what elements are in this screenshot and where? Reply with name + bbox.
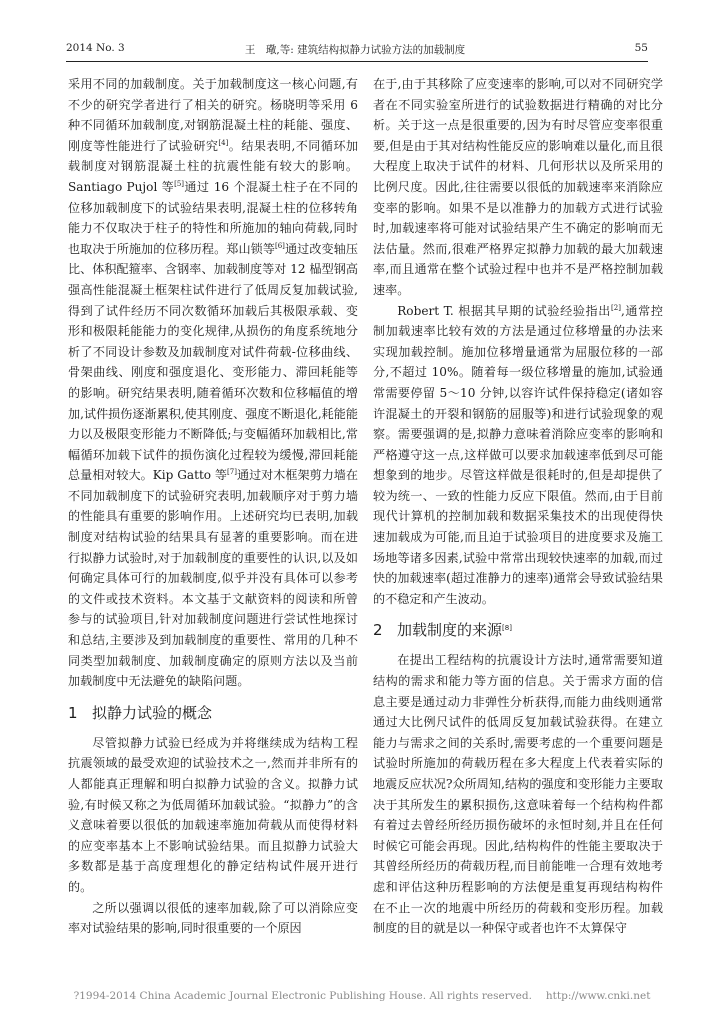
left-column <box>68 74 358 939</box>
section-title: 拟静力试验的概念 <box>92 703 213 722</box>
paragraph: 在提出工程结构的抗震设计方法时,通常需要知道结构的需求和能力等方面的信息。关于需求方面的信息主要是通过动力非弹性分析获得,而能力曲线则通常通过大比例尺试件的低周反复加载试验获得。在建立能力与需求之间的关系时,需要考虑的一个重要问题是试验时所施加的荷载历程在多大程度上代表着实际的地震反应状况?众所周知,结构的强度和变形能力主要取决于其所发生的累积损伤,这意味着每一个结构构件都有着过去曾经所经历损伤破坏的永恒时刻,并且在任何时候它可能会再现。因此,结构构件的性能主要取决于其曾经所经历的荷载历程,而目前能唯一合理有效地考虑和评估这种历程影响的方法便是重复再现结构构件在不止一次的地震中所经历的荷载和变形历程。加载制度的目的就是以一种保守或者也许不太算保守 <box>373 653 663 936</box>
text-run: 采用不同的加载制度。关于加载制度这一核心问题,有不少的研究学者进行了相关的研究。杨晓明等采用 6 种不同循环加载制度,对钢筋混凝土柱的耗能、强度、刚度等性能进行了试验研究 <box>68 77 358 153</box>
text-run: ,通常控制加载速率比较有效的方法是通过位移增量的办法来实现加载控制。施加位移增量通常为屈服位移的一部分,不超过 10%。随着每一级位移增量的施加,试验通常需要停留 5～10 分钟,以容许试件保持稳定(诸如容许混凝土的开裂和钢筋的屈服等)和进行试验现象的观察。需要强调的是,拟静力意味着消除应变率的影响和严格遵守这一点,这样做可以要求加载速率低到尽可能想象到的地步。尽管这样做是很耗时的,但是却提供了较为统一、一致的性能力反应下限值。然而,由于目前现代计算机的控制加载和数据采集技术的出现使得快速加载成为可能,而且迫于试验项目的进度要求及施工场地等诸多因素,试验中常常出现较快速率的加载,而过快的加载速率(超过准静力的速率)通常会导致试验结果的不稳定和产生波动。 <box>373 303 663 606</box>
journal-issue: 2014 No. 3 <box>66 42 125 54</box>
citation: [6] <box>275 241 285 250</box>
header-rule <box>66 61 648 62</box>
copyright-notice: ?1994-2014 China Academic Journal Electronic Publishing House. All rights reserved. <box>73 990 532 1002</box>
text-run: 通过 16 个混凝土柱子在不同的位移加载制度下的试验结果表明,混凝土柱的位移转角能力不仅取决于柱子的特性和所施加的轴向荷载,同时也取决于所施加的位移历程。郑山锁等 <box>68 179 358 256</box>
paragraph: 在于,由于其移除了应变速率的影响,可以对不同研究学者在不同实验室所进行的试验数据进行精确的对比分析。关于这一点是很重要的,因为有时尽管应变率很重要,但是由于其对结构性能反应的影响难以量化,而且很大程度上取决于试件的材料、几何形状以及所采用的比例尺度。因此,往往需要以很低的加载速率来消除应变率的影响。如果不是以准静力的加载方式进行试验时,加载速率将可能对试验结果产生不确定的影响而无法估量。然而,很难严格界定拟静力加载的最大加载速率,而且通常在整个试验过程中也并不是严格控制加载速率。 <box>373 77 663 297</box>
citation: [7] <box>227 468 237 477</box>
citation: [2] <box>611 303 621 312</box>
text-run: 通过对木框架剪力墙在不同加载制度下的试验研究表明,加载顺序对于剪力墙的性能具有重要的影响作用。上述研究均已表明,加载制度对结构试验的结果具有显著的重要影响。而在进行拟静力试验时,对于加载制度的重要性的认识,以及如何确定具体可行的加载制度,似乎并没有具体可以参考的文件或技术资料。本文基于文献资料的阅读和所曾参与的试验项目,针对加载制度问题进行尝试性地探讨和总结,主要涉及到加载制度的重要性、常用的几种不同类型加载制度、加载制度确定的原则方法以及当前加载制度中无法避免的缺陷问题。 <box>68 468 358 689</box>
section-title: 加载制度的来源 <box>397 621 503 640</box>
text-run: Robert T. 根据其早期的试验经验指出 <box>397 303 612 318</box>
running-header <box>62 40 648 60</box>
section-number: 2 <box>373 621 383 640</box>
citation: [8] <box>502 624 512 633</box>
right-column <box>373 74 663 939</box>
section-heading-2 <box>373 619 663 641</box>
paragraph <box>68 74 358 692</box>
cnki-link[interactable]: http://www.cnki.net <box>545 990 651 1002</box>
running-title: 王 璥,等: 建筑结构拟静力试验方法的加载制度 <box>244 44 466 56</box>
footer <box>0 990 724 1002</box>
paragraph <box>373 301 663 610</box>
section-number: 1 <box>68 703 78 722</box>
page-number: 55 <box>634 42 648 54</box>
citation: [5] <box>174 179 185 188</box>
paragraph: 尽管拟静力试验已经成为并将继续成为结构工程抗震领域的最受欢迎的试验技术之一,然而并非所有的人都能真正理解和明白拟静力试验的含义。拟静力试验,有时候又称之为低周循环加载试验。“拟静力”的含义意味着要以很低的加载速率施加荷载从而使得材料的应变率基本上不影响试验结果。而且拟静力试验大多数都是基于高度理想化的静定结构试件展开进行的。 <box>68 735 358 894</box>
section-heading-1 <box>68 702 358 724</box>
paragraph: 之所以强调以很低的速率加载,除了可以消除应变率对试验结果的影响,同时很重要的一个原因 <box>68 900 358 936</box>
text-run: 。结果表明,不同循环加载制度对钢筋混凝土柱的抗震性能有较大的影响。Santiago Pujol 等 <box>68 138 358 194</box>
text-run: 通过改变轴压比、体积配箍率、含钢率、加载制度等对 12 榀型钢高强高性能混凝土框架柱试件进行了低周反复加载试验,得到了试件经历不同次数循环加载后其极限承载、变形和极限耗能能力的变化规律,从损伤的角度系统地分析了不同设计参数及加载制度对试件荷载-位移曲线、骨架曲线、刚度和强度退化、变形能力、滞回耗能等的影响。研究结果表明,随着循环次数和位移幅值的增加,试件损伤逐渐累积,使其刚度、强度不断退化,耗能能力以及极限变形能力不断降低;与变幅循环加载相比,常幅循环加载下试件的损伤演化过程较为缓慢,滞回耗能总量相对较大。Kip Gatto 等 <box>68 241 358 483</box>
citation: [4] <box>218 138 229 147</box>
